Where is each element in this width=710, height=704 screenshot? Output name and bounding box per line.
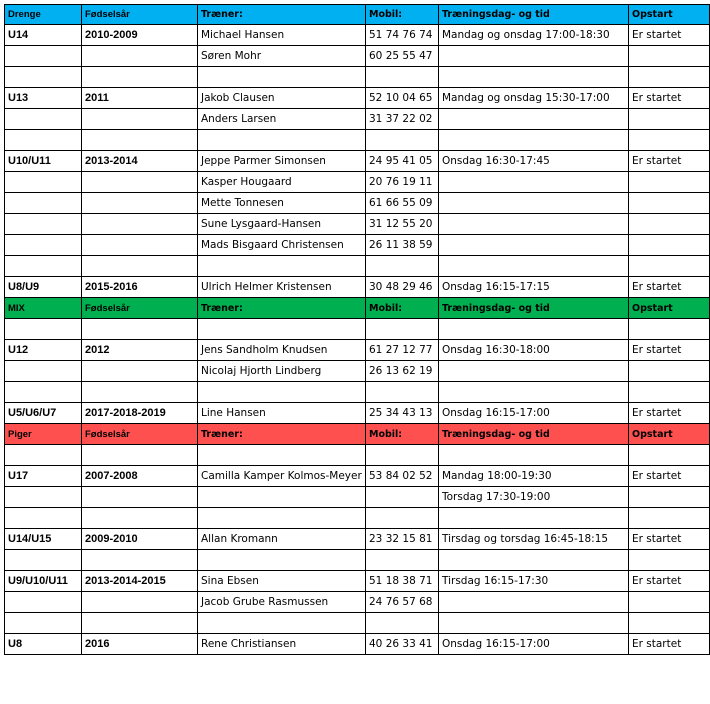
- table-row: [4, 319, 710, 340]
- team-cell: U5/U6/U7: [4, 403, 82, 424]
- birth-year-cell: [82, 46, 198, 67]
- table-row: [4, 487, 710, 508]
- start-cell: [629, 592, 710, 613]
- phone-cell: 23 32 15 81: [366, 529, 439, 550]
- training-time-cell: [439, 445, 629, 466]
- header-start-cell: Opstart: [629, 4, 710, 25]
- start-cell: [629, 130, 710, 151]
- section-header-mix: [4, 298, 710, 319]
- training-time-cell: Tirsdag og torsdag 16:45-18:15: [439, 529, 629, 550]
- phone-cell: 51 18 38 71: [366, 571, 439, 592]
- start-cell: [629, 214, 710, 235]
- training-time-cell: Mandag 18:00-19:30: [439, 466, 629, 487]
- header-coach-cell: Træner:: [198, 4, 366, 25]
- birth-year-cell: [82, 592, 198, 613]
- birth-year-cell: [82, 508, 198, 529]
- birth-year-cell: [82, 67, 198, 88]
- coach-cell: Sina Ebsen: [198, 571, 366, 592]
- birth-year-cell: [82, 613, 198, 634]
- birth-year-cell: 2007-2008: [82, 466, 198, 487]
- coach-cell: Sune Lysgaard-Hansen: [198, 214, 366, 235]
- team-cell: [4, 445, 82, 466]
- training-time-cell: [439, 508, 629, 529]
- training-time-cell: [439, 382, 629, 403]
- table-row: [4, 109, 710, 130]
- phone-cell: 61 66 55 09: [366, 193, 439, 214]
- table-row: [4, 277, 710, 298]
- training-time-cell: [439, 193, 629, 214]
- team-cell: [4, 67, 82, 88]
- start-cell: [629, 508, 710, 529]
- coach-cell: [198, 487, 366, 508]
- team-cell: [4, 214, 82, 235]
- birth-year-cell: [82, 193, 198, 214]
- training-time-cell: [439, 592, 629, 613]
- table-row: [4, 88, 710, 109]
- phone-cell: 30 48 29 46: [366, 277, 439, 298]
- section-header-drenge: [4, 4, 710, 25]
- training-time-cell: [439, 256, 629, 277]
- birth-year-cell: 2015-2016: [82, 277, 198, 298]
- phone-cell: 25 34 43 13: [366, 403, 439, 424]
- start-cell: Er startet: [629, 277, 710, 298]
- birth-year-cell: [82, 172, 198, 193]
- start-cell: [629, 172, 710, 193]
- training-time-cell: [439, 67, 629, 88]
- birth-year-cell: [82, 550, 198, 571]
- table-row: [4, 361, 710, 382]
- training-time-cell: [439, 172, 629, 193]
- table-row: [4, 445, 710, 466]
- training-time-cell: Onsdag 16:30-18:00: [439, 340, 629, 361]
- start-cell: [629, 487, 710, 508]
- coach-cell: Jacob Grube Rasmussen: [198, 592, 366, 613]
- team-cell: [4, 109, 82, 130]
- team-cell: [4, 193, 82, 214]
- coach-cell: Camilla Kamper Kolmos-Meyer: [198, 466, 366, 487]
- birth-year-cell: 2010-2009: [82, 25, 198, 46]
- phone-cell: 53 84 02 52: [366, 466, 439, 487]
- birth-year-cell: [82, 319, 198, 340]
- table-row: [4, 151, 710, 172]
- birth-year-cell: 2013-2014-2015: [82, 571, 198, 592]
- start-cell: Er startet: [629, 25, 710, 46]
- team-cell: [4, 172, 82, 193]
- training-time-cell: Onsdag 16:15-17:00: [439, 403, 629, 424]
- team-cell: [4, 592, 82, 613]
- phone-cell: [366, 445, 439, 466]
- coach-cell: Nicolaj Hjorth Lindberg: [198, 361, 366, 382]
- phone-cell: 20 76 19 11: [366, 172, 439, 193]
- training-time-cell: Onsdag 16:15-17:15: [439, 277, 629, 298]
- team-cell: [4, 256, 82, 277]
- table-row: [4, 172, 710, 193]
- header-team-cell: Piger: [4, 424, 82, 445]
- coach-cell: Anders Larsen: [198, 109, 366, 130]
- start-cell: [629, 109, 710, 130]
- coach-cell: [198, 613, 366, 634]
- phone-cell: [366, 256, 439, 277]
- header-birth-year-cell: Fødselsår: [82, 4, 198, 25]
- birth-year-cell: [82, 382, 198, 403]
- team-cell: U14/U15: [4, 529, 82, 550]
- start-cell: [629, 382, 710, 403]
- team-cell: U14: [4, 25, 82, 46]
- coach-cell: Rene Christiansen: [198, 634, 366, 655]
- table-row: [4, 46, 710, 67]
- team-cell: [4, 613, 82, 634]
- phone-cell: 60 25 55 47: [366, 46, 439, 67]
- team-cell: U17: [4, 466, 82, 487]
- birth-year-cell: 2011: [82, 88, 198, 109]
- coach-cell: Jens Sandholm Knudsen: [198, 340, 366, 361]
- start-cell: Er startet: [629, 634, 710, 655]
- section-header-piger: [4, 424, 710, 445]
- start-cell: [629, 235, 710, 256]
- table-row: [4, 130, 710, 151]
- birth-year-cell: [82, 487, 198, 508]
- training-time-cell: [439, 361, 629, 382]
- team-cell: [4, 361, 82, 382]
- coach-cell: Kasper Hougaard: [198, 172, 366, 193]
- start-cell: Er startet: [629, 571, 710, 592]
- birth-year-cell: 2009-2010: [82, 529, 198, 550]
- start-cell: [629, 46, 710, 67]
- header-training-time-cell: Træningsdag- og tid: [439, 298, 629, 319]
- birth-year-cell: 2012: [82, 340, 198, 361]
- training-time-cell: [439, 130, 629, 151]
- start-cell: [629, 67, 710, 88]
- training-time-cell: Mandag og onsdag 17:00-18:30: [439, 25, 629, 46]
- table-row: [4, 529, 710, 550]
- coach-cell: [198, 256, 366, 277]
- coach-cell: [198, 382, 366, 403]
- table-row: [4, 592, 710, 613]
- birth-year-cell: 2017-2018-2019: [82, 403, 198, 424]
- table-row: [4, 340, 710, 361]
- team-cell: [4, 46, 82, 67]
- training-time-cell: Mandag og onsdag 15:30-17:00: [439, 88, 629, 109]
- birth-year-cell: 2016: [82, 634, 198, 655]
- header-phone-cell: Mobil:: [366, 4, 439, 25]
- team-cell: U8: [4, 634, 82, 655]
- phone-cell: [366, 613, 439, 634]
- header-team-cell: Drenge: [4, 4, 82, 25]
- coach-cell: [198, 550, 366, 571]
- start-cell: [629, 550, 710, 571]
- training-time-cell: [439, 550, 629, 571]
- birth-year-cell: [82, 130, 198, 151]
- training-time-cell: [439, 46, 629, 67]
- phone-cell: [366, 67, 439, 88]
- phone-cell: 26 11 38 59: [366, 235, 439, 256]
- table-row: [4, 571, 710, 592]
- table-row: [4, 466, 710, 487]
- header-coach-cell: Træner:: [198, 298, 366, 319]
- team-cell: [4, 550, 82, 571]
- phone-cell: [366, 382, 439, 403]
- coach-cell: [198, 445, 366, 466]
- table-row: [4, 67, 710, 88]
- birth-year-cell: [82, 214, 198, 235]
- training-time-cell: [439, 319, 629, 340]
- table-row: [4, 256, 710, 277]
- phone-cell: 40 26 33 41: [366, 634, 439, 655]
- phone-cell: [366, 508, 439, 529]
- table-row: [4, 214, 710, 235]
- coach-cell: Ulrich Helmer Kristensen: [198, 277, 366, 298]
- phone-cell: [366, 550, 439, 571]
- header-coach-cell: Træner:: [198, 424, 366, 445]
- coach-cell: Allan Kromann: [198, 529, 366, 550]
- header-birth-year-cell: Fødselsår: [82, 424, 198, 445]
- coach-cell: [198, 67, 366, 88]
- start-cell: [629, 361, 710, 382]
- birth-year-cell: [82, 256, 198, 277]
- team-cell: U8/U9: [4, 277, 82, 298]
- coach-cell: Line Hansen: [198, 403, 366, 424]
- phone-cell: 26 13 62 19: [366, 361, 439, 382]
- birth-year-cell: [82, 109, 198, 130]
- training-time-cell: Onsdag 16:30-17:45: [439, 151, 629, 172]
- table-row: [4, 613, 710, 634]
- phone-cell: 61 27 12 77: [366, 340, 439, 361]
- birth-year-cell: [82, 235, 198, 256]
- training-time-cell: Torsdag 17:30-19:00: [439, 487, 629, 508]
- team-cell: U12: [4, 340, 82, 361]
- phone-cell: 24 76 57 68: [366, 592, 439, 613]
- header-start-cell: Opstart: [629, 298, 710, 319]
- header-team-cell: MIX: [4, 298, 82, 319]
- table-row: [4, 403, 710, 424]
- phone-cell: 24 95 41 05: [366, 151, 439, 172]
- training-time-cell: Onsdag 16:15-17:00: [439, 634, 629, 655]
- header-birth-year-cell: Fødselsår: [82, 298, 198, 319]
- header-training-time-cell: Træningsdag- og tid: [439, 424, 629, 445]
- training-time-cell: Tirsdag 16:15-17:30: [439, 571, 629, 592]
- coach-cell: Michael Hansen: [198, 25, 366, 46]
- header-phone-cell: Mobil:: [366, 298, 439, 319]
- training-time-cell: [439, 109, 629, 130]
- coach-cell: Jakob Clausen: [198, 88, 366, 109]
- team-cell: [4, 235, 82, 256]
- header-training-time-cell: Træningsdag- og tid: [439, 4, 629, 25]
- team-cell: [4, 508, 82, 529]
- coach-cell: Jeppe Parmer Simonsen: [198, 151, 366, 172]
- table-row: [4, 508, 710, 529]
- training-time-cell: [439, 613, 629, 634]
- start-cell: [629, 193, 710, 214]
- team-cell: [4, 130, 82, 151]
- start-cell: [629, 445, 710, 466]
- table-row: [4, 382, 710, 403]
- table-row: [4, 193, 710, 214]
- team-cell: [4, 319, 82, 340]
- start-cell: Er startet: [629, 151, 710, 172]
- team-cell: U10/U11: [4, 151, 82, 172]
- training-time-cell: [439, 235, 629, 256]
- start-cell: Er startet: [629, 466, 710, 487]
- table-row: [4, 235, 710, 256]
- team-cell: U9/U10/U11: [4, 571, 82, 592]
- birth-year-cell: 2013-2014: [82, 151, 198, 172]
- phone-cell: 51 74 76 74: [366, 25, 439, 46]
- header-phone-cell: Mobil:: [366, 424, 439, 445]
- birth-year-cell: [82, 361, 198, 382]
- table-row: [4, 550, 710, 571]
- header-start-cell: Opstart: [629, 424, 710, 445]
- training-time-cell: [439, 214, 629, 235]
- start-cell: [629, 256, 710, 277]
- phone-cell: [366, 130, 439, 151]
- phone-cell: 31 12 55 20: [366, 214, 439, 235]
- start-cell: [629, 319, 710, 340]
- birth-year-cell: [82, 445, 198, 466]
- table-row: [4, 634, 710, 655]
- coach-cell: [198, 130, 366, 151]
- coach-cell: Mette Tonnesen: [198, 193, 366, 214]
- team-cell: [4, 382, 82, 403]
- team-cell: U13: [4, 88, 82, 109]
- phone-cell: 31 37 22 02: [366, 109, 439, 130]
- coach-cell: Mads Bisgaard Christensen: [198, 235, 366, 256]
- table-row: [4, 25, 710, 46]
- start-cell: Er startet: [629, 529, 710, 550]
- start-cell: [629, 613, 710, 634]
- phone-cell: [366, 319, 439, 340]
- phone-cell: 52 10 04 65: [366, 88, 439, 109]
- coach-cell: Søren Mohr: [198, 46, 366, 67]
- start-cell: Er startet: [629, 340, 710, 361]
- start-cell: Er startet: [629, 88, 710, 109]
- coach-cell: [198, 508, 366, 529]
- team-cell: [4, 487, 82, 508]
- coach-cell: [198, 319, 366, 340]
- phone-cell: [366, 487, 439, 508]
- start-cell: Er startet: [629, 403, 710, 424]
